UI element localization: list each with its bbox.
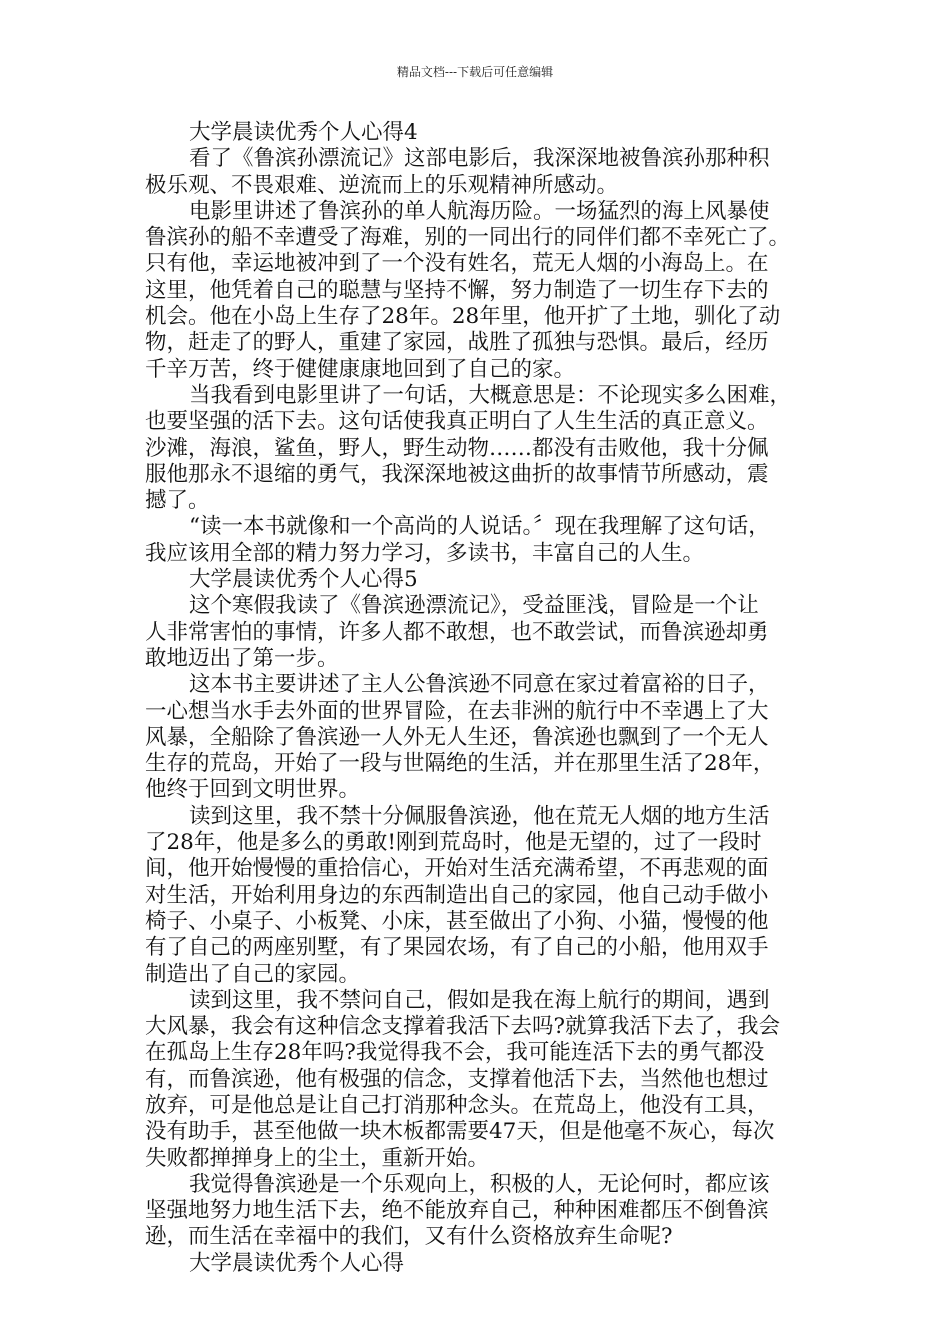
text-line: 撼了。 bbox=[145, 488, 210, 514]
text-line: “读一本书就像和一个高尚的人说话。〞现在我理解了这句话， bbox=[189, 514, 770, 540]
text-line: 了28年，他是多么的勇敢!刚到荒岛时，他是无望的，过了一段时 bbox=[145, 830, 762, 856]
text-line: 生存的荒岛，开始了一段与世隔绝的生活，并在那里生活了28年， bbox=[145, 751, 775, 777]
text-line: 机会。他在小岛上生存了28年。28年里，他开扩了土地，驯化了动 bbox=[145, 304, 781, 330]
text-line: 极乐观、不畏艰难、逆流而上的乐观精神所感动。 bbox=[145, 172, 619, 198]
text-line: 人非常害怕的事情，许多人都不敢想，也不敢尝试，而鲁滨逊却勇 bbox=[145, 619, 769, 645]
text-line: 我觉得鲁滨逊是一个乐观向上，积极的人，无论何时，都应该 bbox=[189, 1171, 770, 1197]
text-line: 逊，而生活在幸福中的我们，又有什么资格放弃生命呢? bbox=[145, 1224, 673, 1250]
text-line: 千辛万苦，终于健健康康地回到了自己的家。 bbox=[145, 356, 576, 382]
text-line: 也要坚强的活下去。这句话使我真正明白了人生生活的真正意义。 bbox=[145, 409, 769, 435]
text-line: 大风暴，我会有这种信念支撑着我活下去吗?就算我活下去了，我会 bbox=[145, 1014, 781, 1040]
text-line: 一心想当水手去外面的世界冒险，在去非洲的航行中不幸遇上了大 bbox=[145, 698, 769, 724]
text-line: 坚强地努力地生活下去，绝不能放弃自己，种种困难都压不倒鲁滨 bbox=[145, 1198, 769, 1224]
text-line: 有，而鲁滨逊，他有极强的信念，支撑着他活下去，当然他也想过 bbox=[145, 1066, 769, 1092]
text-line: 沙滩，海浪，鲨鱼，野人，野生动物……都没有击败他，我十分佩 bbox=[145, 435, 769, 461]
text-line: 这本书主要讲述了主人公鲁滨逊不同意在家过着富裕的日子， bbox=[189, 672, 770, 698]
text-line: 物，赶走了的野人，重建了家园，战胜了孤独与恐惧。最后，经历 bbox=[145, 330, 769, 356]
text-line: 大学晨读优秀个人心得4 bbox=[189, 120, 418, 145]
text-line: 我应该用全部的精力努力学习，多读书，丰富自己的人生。 bbox=[145, 540, 705, 566]
text-line: 读到这里，我不禁问自己，假如是我在海上航行的期间，遇到 bbox=[189, 987, 770, 1013]
text-line: 制造出了自己的家园。 bbox=[145, 961, 361, 987]
text-line: 椅子、小桌子、小板凳、小床，甚至做出了小狗、小猫，慢慢的他 bbox=[145, 908, 769, 934]
text-line: 失败都掸掸身上的尘土，重新开始。 bbox=[145, 1145, 490, 1171]
text-line: 这里，他凭着自己的聪慧与坚持不懈，努力制造了一切生存下去的 bbox=[145, 277, 769, 303]
text-line: 对生活，开始利用身边的东西制造出自己的家园，他自己动手做小 bbox=[145, 882, 769, 908]
text-line: 只有他，幸运地被冲到了一个没有姓名，荒无人烟的小海岛上。在 bbox=[145, 251, 769, 277]
text-line: 在孤岛上生存28年吗?我觉得我不会，我可能连活下去的勇气都没 bbox=[145, 1040, 765, 1066]
document-body bbox=[145, 120, 805, 1277]
text-line: 风暴，全船除了鲁滨逊一人外无人生还，鲁滨逊也飘到了一个无人 bbox=[145, 724, 769, 750]
text-line: 这个寒假我读了《鲁滨逊漂流记》，受益匪浅，冒险是一个让 bbox=[189, 593, 759, 619]
text-line: 他终于回到文明世界。 bbox=[145, 777, 361, 803]
text-line: 读到这里，我不禁十分佩服鲁滨逊，他在荒无人烟的地方生活 bbox=[189, 803, 770, 829]
text-line: 大学晨读优秀个人心得 bbox=[189, 1250, 405, 1276]
page-header: 精品文档---下载后可任意编辑 bbox=[396, 65, 554, 79]
text-line: 大学晨读优秀个人心得5 bbox=[189, 567, 418, 593]
text-line: 看了《鲁滨孙漂流记》这部电影后，我深深地被鲁滨孙那种积 bbox=[189, 146, 770, 172]
text-line: 鲁滨孙的船不幸遭受了海难，别的一同出行的同伴们都不幸死亡了。 bbox=[145, 225, 791, 251]
text-line: 间，他开始慢慢的重拾信心，开始对生活充满希望，不再悲观的面 bbox=[145, 856, 769, 882]
text-line: 敢地迈出了第一步。 bbox=[145, 645, 339, 671]
text-line: 没有助手，甚至他做一块木板都需要47天，但是他毫不灰心，每次 bbox=[145, 1119, 775, 1145]
text-line: 当我看到电影里讲了一句话，大概意思是：不论现实多么困难， bbox=[189, 382, 792, 408]
text-line: 放弃，可是他总是让自己打消那种念头。在荒岛上，他没有工具， bbox=[145, 1092, 769, 1118]
text-line: 服他那永不退缩的勇气，我深深地被这曲折的故事情节所感动，震 bbox=[145, 461, 769, 487]
text-line: 电影里讲述了鲁滨孙的单人航海历险。一场猛烈的海上风暴使 bbox=[189, 198, 770, 224]
text-line: 有了自己的两座别墅，有了果园农场，有了自己的小船，他用双手 bbox=[145, 935, 769, 961]
